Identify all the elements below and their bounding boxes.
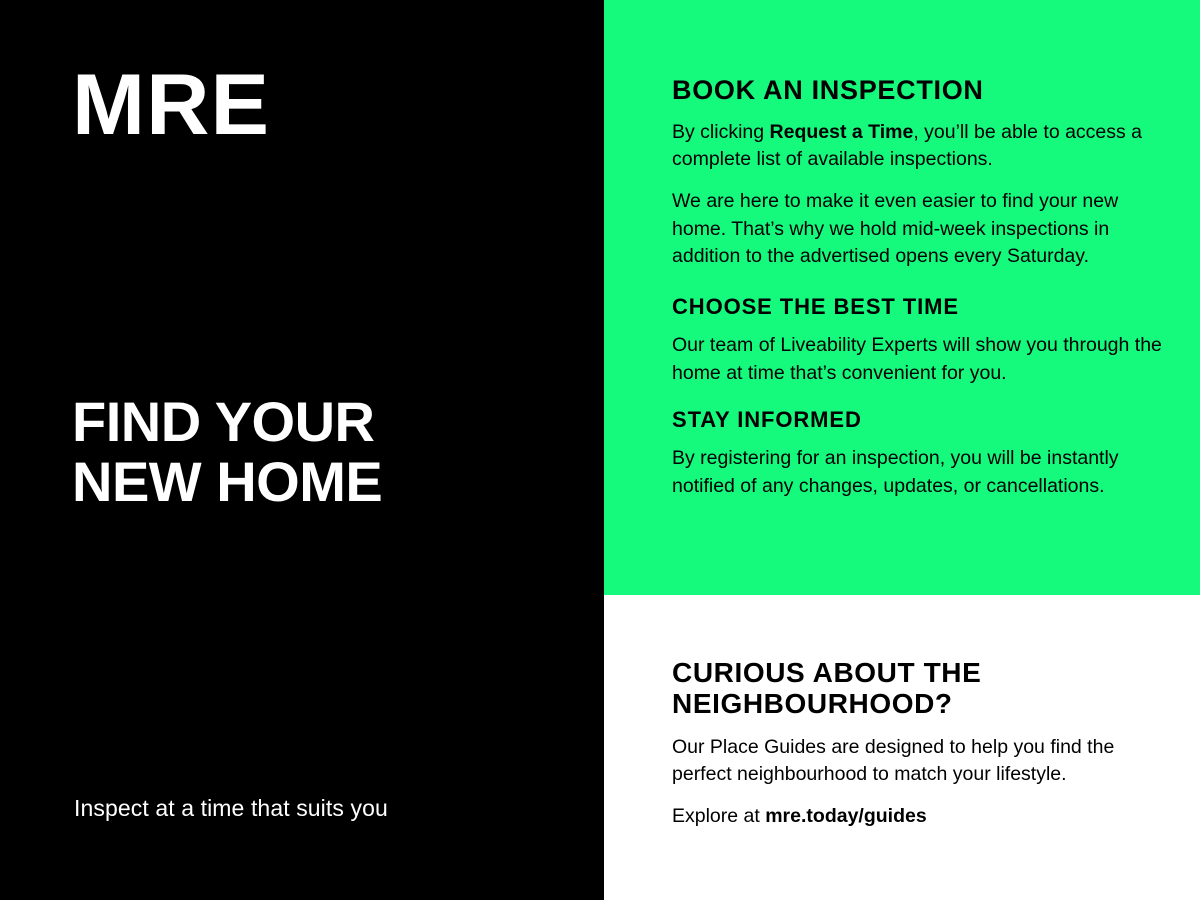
section-stay-informed: [672, 408, 1166, 501]
green-panel-content: [604, 76, 1200, 500]
headline-line-1: FIND YOUR: [72, 390, 375, 453]
section-title-choose-the-best-time: CHOOSE THE BEST TIME: [672, 294, 959, 320]
neighbourhood-panel: [604, 595, 1200, 900]
paragraph-text-before: By clicking: [672, 120, 770, 143]
neighbourhood-body: Our Place Guides are designed to help you find the perfect neighbourhood to match your lifestyle.: [672, 735, 1115, 786]
green-info-panel: [604, 0, 1200, 595]
tagline: Inspect at a time that suits you: [74, 795, 388, 821]
section-book-an-inspection: [672, 76, 1166, 271]
guides-url[interactable]: mre.today/guides: [765, 805, 927, 828]
section-title-book-an-inspection: BOOK AN INSPECTION: [672, 75, 984, 105]
explore-prefix: Explore at: [672, 805, 766, 828]
section-paragraph: [672, 119, 1166, 174]
paragraph-text-after: , you’ll be able to access a complete list of available inspections.: [672, 120, 1143, 171]
neighbourhood-title-line-2: NEIGHBOURHOOD?: [672, 688, 953, 720]
page-title: [72, 392, 382, 512]
request-a-time-emphasis: Request a Time: [769, 120, 914, 143]
neighbourhood-title-line-1: CURIOUS ABOUT THE: [672, 657, 982, 688]
brand-logo: MRE: [72, 57, 270, 153]
section-paragraph: Our team of Liveability Experts will show you through the home at time that’s convenient for you.: [672, 334, 1162, 384]
headline-line-2: NEW HOME: [72, 449, 383, 513]
right-content-column: [604, 0, 1200, 900]
section-title-curious-about-the-neighbourhood: [672, 657, 1166, 720]
section-title-stay-informed: STAY INFORMED: [672, 406, 862, 432]
section-paragraph: By registering for an inspection, you will be instantly notified of any changes, updates, or cancellations.: [672, 446, 1119, 497]
neighbourhood-panel-content: [604, 595, 1200, 828]
explore-line: [672, 805, 1166, 828]
section-paragraph: We are here to make it even easier to find your new home. That’s why we hold mid-week inspections in addition to the advertised opens every Saturday.: [672, 190, 1119, 268]
section-choose-the-best-time: [672, 295, 1166, 388]
